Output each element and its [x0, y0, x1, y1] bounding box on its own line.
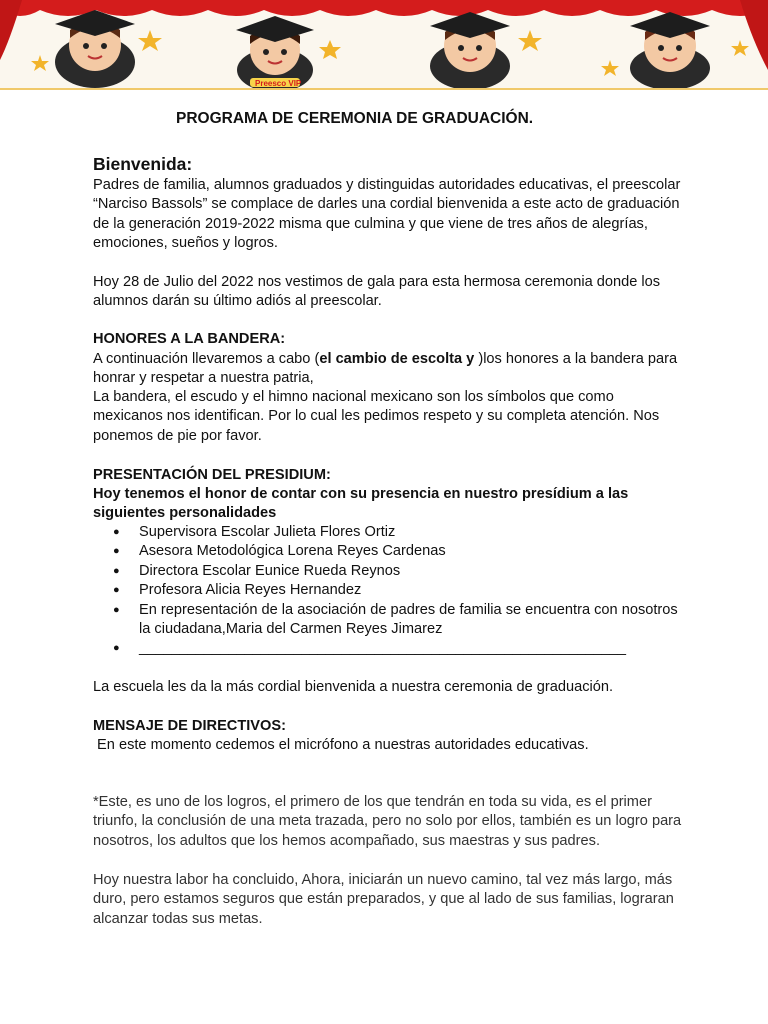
directives-text: En este momento cedemos el micrófono a nuestras autoridades educativas.	[93, 737, 589, 753]
welcome-heading: Bienvenida:	[93, 154, 193, 174]
presidium-heading: PRESENTACIÓN DEL PRESIDIUM:	[93, 467, 331, 483]
presidium-closing: La escuela les da la más cordial bienvenida a nuestra ceremonia de graduación.	[93, 679, 614, 695]
presidium-intro: Hoy tenemos el honor de contar con su presencia en nuestro presídium a las siguientes personalidades	[93, 486, 629, 522]
welcome-paragraph-2: Hoy 28 de Julio del 2022 nos vestimos de gala para esta hermosa ceremonia donde los alumnos darán su último adiós al preescolar.	[93, 274, 661, 310]
graduate-figure-1	[55, 10, 135, 88]
banner-logo-text: Preesco VIP	[255, 79, 302, 88]
closing-paragraph-1: *Este, es uno de los logros, el primero de los que tendrán en toda su vida, es el primer triunfo, la conclusión de una meta trazada, pero no solo por ellos, también es un logro para nosotros, los adultos que los hemos acompañado, sus maestras y sus padres.	[93, 794, 682, 849]
graduate-figure-2	[236, 16, 314, 88]
page-title: PROGRAMA DE CEREMONIA DE GRADUACIÓN.	[176, 110, 534, 127]
welcome-paragraph-1: Padres de familia, alumnos graduados y distinguidas autoridades educativas, el preescolar “Narciso Bassols” se complace de darles una cordial bienvenida a este acto de graduación de la generación 2019-2022 misma que culmina y que viene de tres años de alegrías, emociones, sueños y logros.	[93, 177, 681, 252]
presidium-item-blank-line: ● ____________________________________________________________	[93, 639, 683, 658]
presidium-item: ● Directora Escolar Eunice Rueda Reynos	[93, 562, 683, 581]
honors-text-bold: el cambio de escolta y	[319, 351, 479, 367]
honors-paragraph-2: La bandera, el escudo y el himno nacional mexicano son los símbolos que como mexicanos nos identifican. Por lo cual les pedimos respeto y su completa atención. Nos ponemos de pie por favor.	[93, 389, 660, 444]
presidium-item: ● Profesora Alicia Reyes Hernandez	[93, 581, 683, 600]
graduation-banner	[0, 0, 768, 90]
closing-paragraph-2: Hoy nuestra labor ha concluido, Ahora, iniciarán un nuevo camino, tal vez más largo, más duro, pero estamos seguros que están preparados, y que al lado de sus familias, lograran alcanzar todas sus metas.	[93, 872, 674, 927]
honors-text-a: A continuación llevaremos a cabo (	[93, 351, 320, 367]
graduate-figure-3	[430, 12, 510, 88]
honors-text-b: )los honores a la bandera para honrar y respetar a nuestra patria,	[93, 351, 678, 387]
presidium-item: ● Supervisora Escolar Julieta Flores Ortiz	[93, 523, 683, 542]
honors-heading: HONORES A LA BANDERA:	[93, 331, 286, 347]
directives-heading: MENSAJE DE DIRECTIVOS:	[93, 718, 286, 734]
honors-paragraph-1	[93, 350, 683, 389]
presidium-item: ● Asesora Metodológica Lorena Reyes Cardenas	[93, 542, 683, 561]
graduate-figure-4	[630, 12, 710, 88]
presidium-list	[93, 523, 683, 659]
graduation-banner-illustration	[0, 0, 768, 88]
presidium-item: ● En representación de la asociación de padres de familia se encuentra con nosotros la ciudadana,Maria del Carmen Reyes Jimarez	[93, 601, 683, 640]
